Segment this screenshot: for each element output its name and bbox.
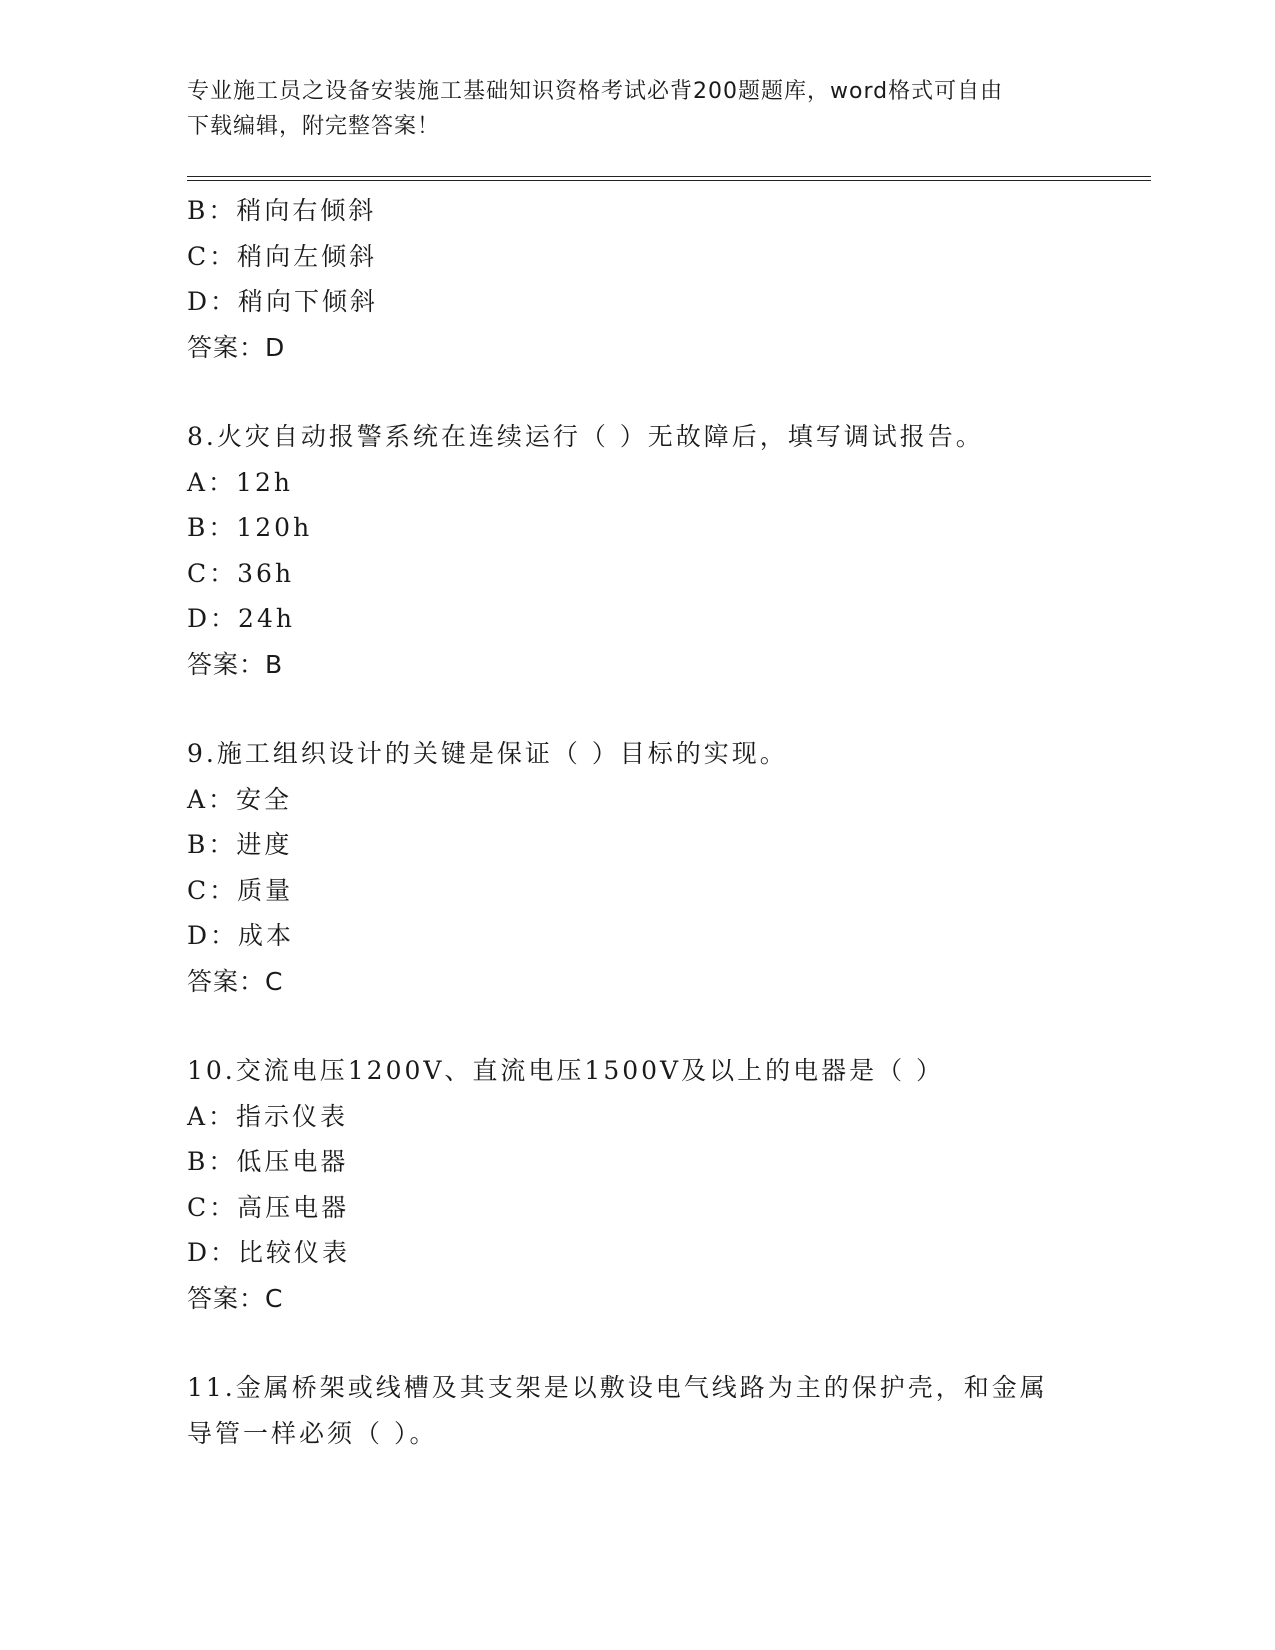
option-d: D：24h — [187, 604, 295, 633]
option-b: B：稍向右倾斜 — [187, 196, 377, 225]
answer: 答案：C — [187, 1283, 284, 1313]
question-9 — [187, 731, 1087, 1004]
spacer — [187, 370, 1087, 414]
option-a: A：12h — [187, 467, 293, 497]
answer: 答案：C — [187, 966, 284, 996]
answer: 答案：D — [187, 332, 286, 362]
question-title-line-1: 11.金属桥架或线槽及其支架是以敷设电气线路为主的保护壳，和金属 — [187, 1373, 1048, 1402]
question-list — [187, 188, 1087, 1456]
option-d: D：稍向下倾斜 — [187, 287, 379, 316]
header-title-line-1: 专业施工员之设备安装施工基础知识资格考试必背200题题库，word格式可自由 — [187, 79, 1004, 104]
question-7 — [187, 188, 1087, 370]
document-header — [187, 74, 1067, 144]
option-a: A：指示仪表 — [187, 1101, 349, 1131]
question-8 — [187, 414, 1087, 687]
option-c: C：稍向左倾斜 — [187, 241, 378, 271]
option-c: C：36h — [187, 558, 295, 588]
spacer — [187, 1004, 1087, 1048]
option-b: B：进度 — [187, 830, 293, 859]
header-divider — [187, 176, 1151, 181]
question-title: 9.施工组织设计的关键是保证（ ）目标的实现。 — [187, 739, 788, 768]
question-title: 10.交流电压1200V、直流电压1500V及以上的电器是（ ） — [187, 1056, 945, 1085]
option-d: D：比较仪表 — [187, 1238, 351, 1267]
question-11 — [187, 1365, 1087, 1456]
option-b: B：120h — [187, 513, 313, 542]
question-title-line-2: 导管一样必须（ ）。 — [187, 1418, 438, 1448]
option-a: A：安全 — [187, 784, 293, 814]
answer: 答案：B — [187, 649, 284, 679]
question-title: 8.火灾自动报警系统在连续运行（ ）无故障后，填写调试报告。 — [187, 422, 984, 451]
spacer — [187, 687, 1087, 731]
option-b: B：低压电器 — [187, 1147, 349, 1176]
option-d: D：成本 — [187, 921, 295, 950]
option-c: C：质量 — [187, 875, 294, 905]
question-10 — [187, 1048, 1087, 1321]
option-c: C：高压电器 — [187, 1192, 350, 1222]
spacer — [187, 1321, 1087, 1365]
header-title-line-2: 下载编辑，附完整答案！ — [187, 114, 441, 139]
